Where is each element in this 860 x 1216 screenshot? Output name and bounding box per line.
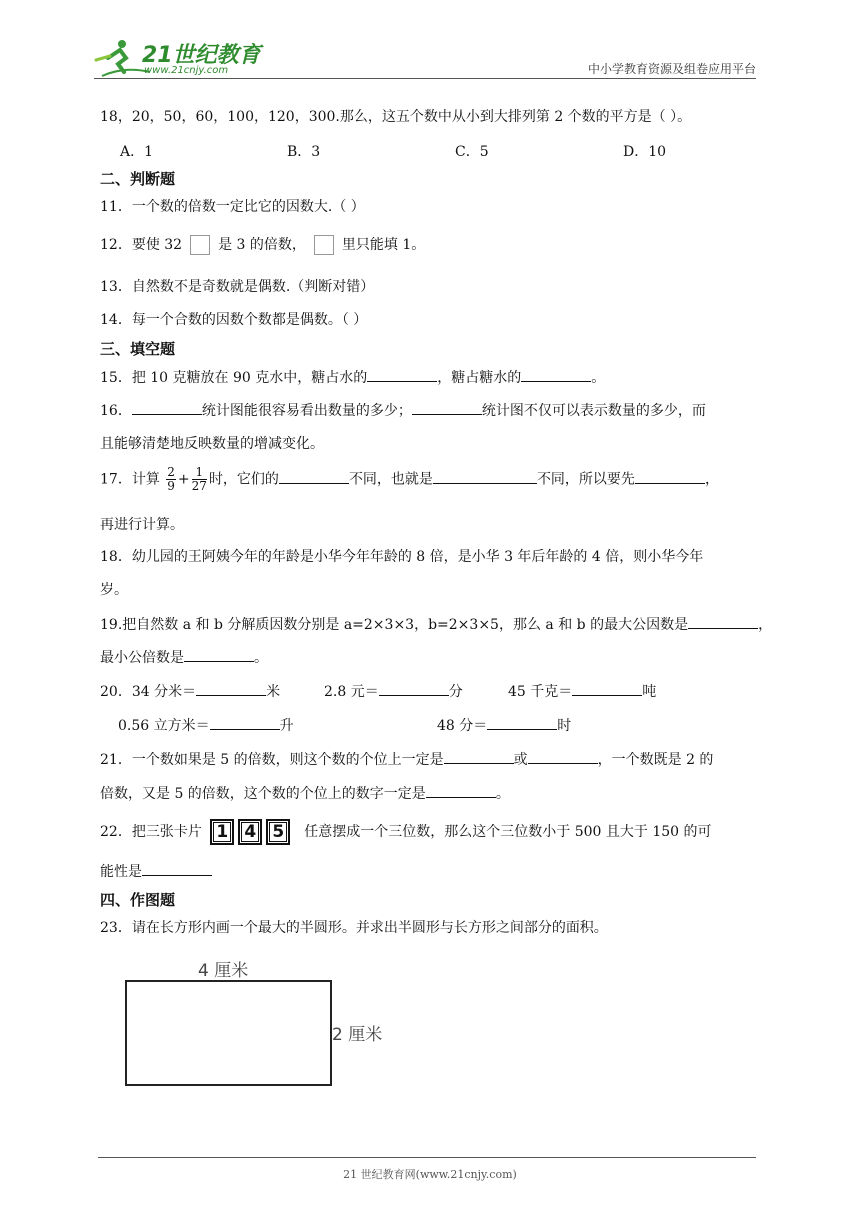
q17-part-e: ， bbox=[704, 471, 719, 488]
q15-part-a: 15．把 10 克糖放在 90 克水中，糖占水的 bbox=[100, 370, 368, 386]
question-17-line2: 再进行计算。 bbox=[100, 517, 184, 533]
q19-line2-b: 。 bbox=[254, 650, 268, 666]
answer-blank bbox=[444, 749, 514, 764]
section-4-title: 四、作图题 bbox=[100, 891, 176, 909]
plus-sign: + bbox=[177, 471, 190, 488]
question-15 bbox=[100, 367, 605, 387]
logo bbox=[94, 36, 264, 78]
question-22-line2: 能性是 bbox=[100, 861, 212, 881]
question-23: 23．请在长方形内画一个最大的半圆形。并求出半圆形与长方形之间部分的面积。 bbox=[100, 920, 608, 936]
q19-line2-a: 最小公倍数是 bbox=[100, 650, 184, 666]
height-label: 2 厘米 bbox=[332, 1025, 383, 1045]
answer-blank bbox=[132, 400, 202, 415]
card-5: 5 bbox=[266, 819, 290, 845]
question-18-choice: 18，20，50，60，100，120，300.那么，这五个数中从小到大排列第 2 个数的平方是（ ）。 bbox=[100, 109, 692, 125]
question-20-item-4: 0.56 立方米＝ 升 bbox=[118, 715, 294, 735]
answer-blank bbox=[688, 614, 758, 629]
answer-blank bbox=[184, 647, 254, 662]
question-18-line2: 岁。 bbox=[100, 582, 128, 598]
question-20-item-3: 45 千克＝ 吨 bbox=[508, 681, 656, 701]
q12-part-b: 是 3 的倍数， bbox=[218, 237, 306, 253]
question-17 bbox=[100, 466, 719, 493]
answer-blank bbox=[142, 861, 212, 876]
footer-text: 21 世纪教育网(www.21cnjy.com) bbox=[343, 1168, 517, 1181]
q17-part-b: 时，它们的 bbox=[208, 471, 279, 488]
card-1: 1 bbox=[210, 819, 234, 845]
option-d: D．10 bbox=[623, 144, 667, 160]
section-2-title: 二、判断题 bbox=[100, 170, 176, 188]
answer-blank bbox=[379, 681, 449, 696]
question-13: 13．自然数不是奇数就是偶数.（判断对错） bbox=[100, 279, 375, 295]
question-11: 11．一个数的倍数一定比它的因数大.（ ） bbox=[100, 199, 365, 215]
q19-part-b: ， bbox=[758, 617, 773, 633]
answer-blank bbox=[210, 715, 280, 730]
q17-part-d: 不同，所以要先 bbox=[536, 471, 635, 488]
header-platform-text: 中小学教育资源及组卷应用平台 bbox=[587, 62, 756, 76]
q17-part-c: 不同，也就是 bbox=[348, 471, 433, 488]
option-b: B．3 bbox=[287, 144, 321, 160]
answer-blank bbox=[426, 783, 496, 798]
section-3-title: 三、填空题 bbox=[100, 340, 176, 358]
q15-part-b: ，糖占糖水的 bbox=[437, 370, 522, 386]
question-19-line2 bbox=[100, 647, 268, 667]
q12-part-c: 里只能填 1。 bbox=[341, 237, 426, 253]
question-18: 18．幼儿园的王阿姨今年的年龄是小华今年年龄的 8 倍，是小华 3 年后年龄的 4 倍，则小华今年 bbox=[100, 549, 704, 565]
blank-box bbox=[190, 235, 210, 255]
q16-part-a: 16． bbox=[100, 403, 132, 419]
card-4: 4 bbox=[238, 819, 262, 845]
header-divider bbox=[94, 78, 756, 79]
rectangle-figure bbox=[125, 980, 332, 1086]
q12-part-a: 12．要使 32 bbox=[100, 237, 183, 253]
answer-blank bbox=[279, 469, 349, 484]
answer-blank bbox=[528, 749, 598, 764]
q19-part-a: 19.把自然数 a 和 b 分解质因数分别是 a=2×3×3，b=2×3×5，那么 a 和 b 的最大公因数是 bbox=[100, 617, 689, 633]
logo-url: www.21cnjy.com bbox=[144, 65, 229, 76]
question-12 bbox=[100, 234, 425, 255]
question-19 bbox=[100, 614, 772, 634]
option-c: C．5 bbox=[455, 144, 489, 160]
question-20-item-2: 2.8 元＝ 分 bbox=[324, 681, 463, 701]
answer-blank bbox=[635, 469, 705, 484]
fraction-1-27: $\frac{1}{27}$ bbox=[191, 465, 207, 493]
footer-divider bbox=[98, 1157, 756, 1158]
answer-blank bbox=[572, 681, 642, 696]
question-20-item-1: 20．34 分米＝ 米 bbox=[100, 681, 280, 701]
option-a: A．1 bbox=[120, 144, 154, 160]
answer-blank bbox=[433, 469, 537, 484]
number-cards bbox=[210, 819, 294, 845]
answer-blank bbox=[487, 715, 557, 730]
fraction-2-9: $\frac{2}{9}$ bbox=[167, 465, 175, 493]
q15-part-c: 。 bbox=[591, 370, 606, 386]
width-label: 4 厘米 bbox=[198, 961, 249, 981]
answer-blank bbox=[521, 367, 591, 382]
blank-box bbox=[314, 235, 334, 255]
q16-part-c: 统计图不仅可以表示数量的多少，而 bbox=[481, 403, 706, 419]
question-21-line2: 倍数，又是 5 的倍数，这个数的个位上的数字一定是 。 bbox=[100, 783, 510, 803]
question-20-item-5: 48 分＝ 时 bbox=[437, 715, 571, 735]
answer-blank bbox=[412, 400, 482, 415]
answer-blank bbox=[196, 681, 266, 696]
q17-part-a: 17．计算 bbox=[100, 471, 160, 488]
question-16 bbox=[100, 400, 706, 420]
question-14: 14．每一个合数的因数个数都是偶数。（ ） bbox=[100, 312, 368, 328]
q16-part-b: 统计图能很容易看出数量的多少； bbox=[201, 403, 412, 419]
answer-blank bbox=[367, 367, 437, 382]
logo-title: 21世纪教育 bbox=[142, 43, 261, 68]
question-16-line2: 且能够清楚地反映数量的增减变化。 bbox=[100, 436, 324, 452]
question-21: 21．一个数如果是 5 的倍数，则这个数的个位上一定是 或 ，一个数既是 2 的 bbox=[100, 749, 713, 769]
question-22: 22．把三张卡片 1 4 5 任意摆成一个三位数，那么这个三位数小于 500 且大于 150 的可 bbox=[100, 819, 712, 845]
